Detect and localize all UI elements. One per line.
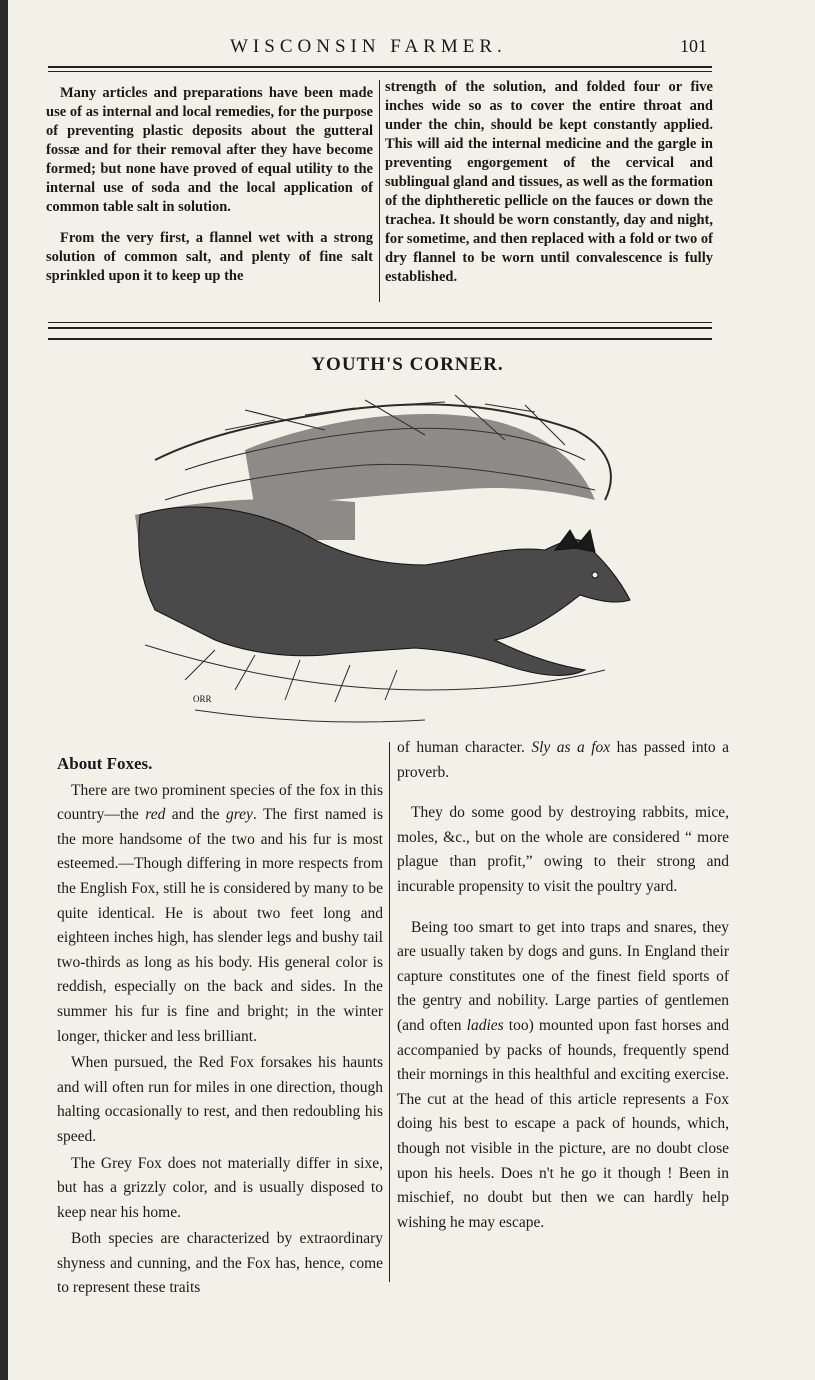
article-heading: About Foxes. [57,754,153,773]
fox-illustration [125,390,645,735]
paragraph: Many articles and preparations have been made use of as internal and local remedies, for the purpose of preventing plastic deposits about the gutteral fossæ and for their removal after they have become formed; but none have proved of equal utility to the internal use of soda and the local application of common table salt in solution. [46,85,373,215]
paragraph: strength of the solution, and folded four or five inches wide so as to cover the entire throat and under the chin, should be kept constantly applied. This will aid the internal medicine and the gargle in preventing engorgement of the cervical and sublingual gland and tissues, as well as the formation of the diphtheretic pellicle on the fauces or down the trachea. It should be worn constantly, day and night, for sometime, and then replaced with a fold or two of dry flannel to be worn until convalescence is fully established. [385,79,713,285]
section-rule-thick [48,338,712,340]
column-divider [379,80,380,302]
article-left-column [57,752,383,1303]
paragraph: There are two prominent species of the fox in this country—the red and the grey. The first named is the more handsome of the two and his fur is most esteemed.—Though differing in more respects from the English Fox, still he is considered by many to be quite identical. He is about two feet long and eighteen inches high, has slender legs and bushy tail two-thirds as long as his body. His general color is reddish, especially on the back and sides. In the summer his fur is fine and bright; in the winter longer, thicker and less brilliant. [57,781,383,1045]
article-right-column [397,736,729,1237]
paragraph: They do some good by destroying rabbits, mice, moles, &c., but on the whole are considered “ more plague than profit,” owing to their strong and incurable propensity to visit the poultry yard. [397,804,729,895]
page-number: 101 [680,36,707,56]
paragraph: of human character. Sly as a fox has passed into a proverb. [397,739,729,781]
top-right-column [385,78,713,299]
paragraph: The Grey Fox does not materially differ in sixe, but has a grizzly color, and is usually disposed to keep near his home. [57,1154,383,1221]
paragraph: From the very first, a flannel wet with a strong solution of common salt, and plenty of fine salt sprinkled upon it to keep up the [46,230,373,284]
running-title: WISCONSIN FARMER. [230,36,507,57]
top-left-column [46,84,373,298]
header-rule-thin [48,71,712,72]
section-rule-thin [48,322,712,323]
fox-figure [139,507,630,675]
paragraph: Both species are characterized by extraordinary shyness and cunning, and the Fox has, hence, come to represent these traits [57,1230,383,1297]
paragraph: Being too smart to get into traps and snares, they are usually taken by dogs and guns. In England their capture constitutes one of the finest field sports of the gentry and nobility. Large parties of gentlemen (and often ladies too) mounted upon fast horses and accompanied by packs of hounds, frequently spend their mornings in this healthful and exciting exercise. The cut at the head of this article represents a Fox doing his best to escape a pack of hounds, which, though not visible in the picture, are no doubt close upon his heels. Does n't he go it though ! Been in mischief, no doubt but then we can hardly help wishing he may escape. [397,918,729,1231]
section-rule-thick [48,327,712,329]
header-rule-thick [48,66,712,68]
illustration-signature: ORR [193,694,212,704]
paragraph: When pursued, the Red Fox forsakes his haunts and will often run for miles in one direction, though halting occasionally to rest, and then redoubling his speed. [57,1054,383,1145]
section-title: YOUTH'S CORNER. [311,354,504,375]
scan-edge [0,0,8,1380]
column-divider [389,742,390,1282]
page-header [50,34,715,64]
